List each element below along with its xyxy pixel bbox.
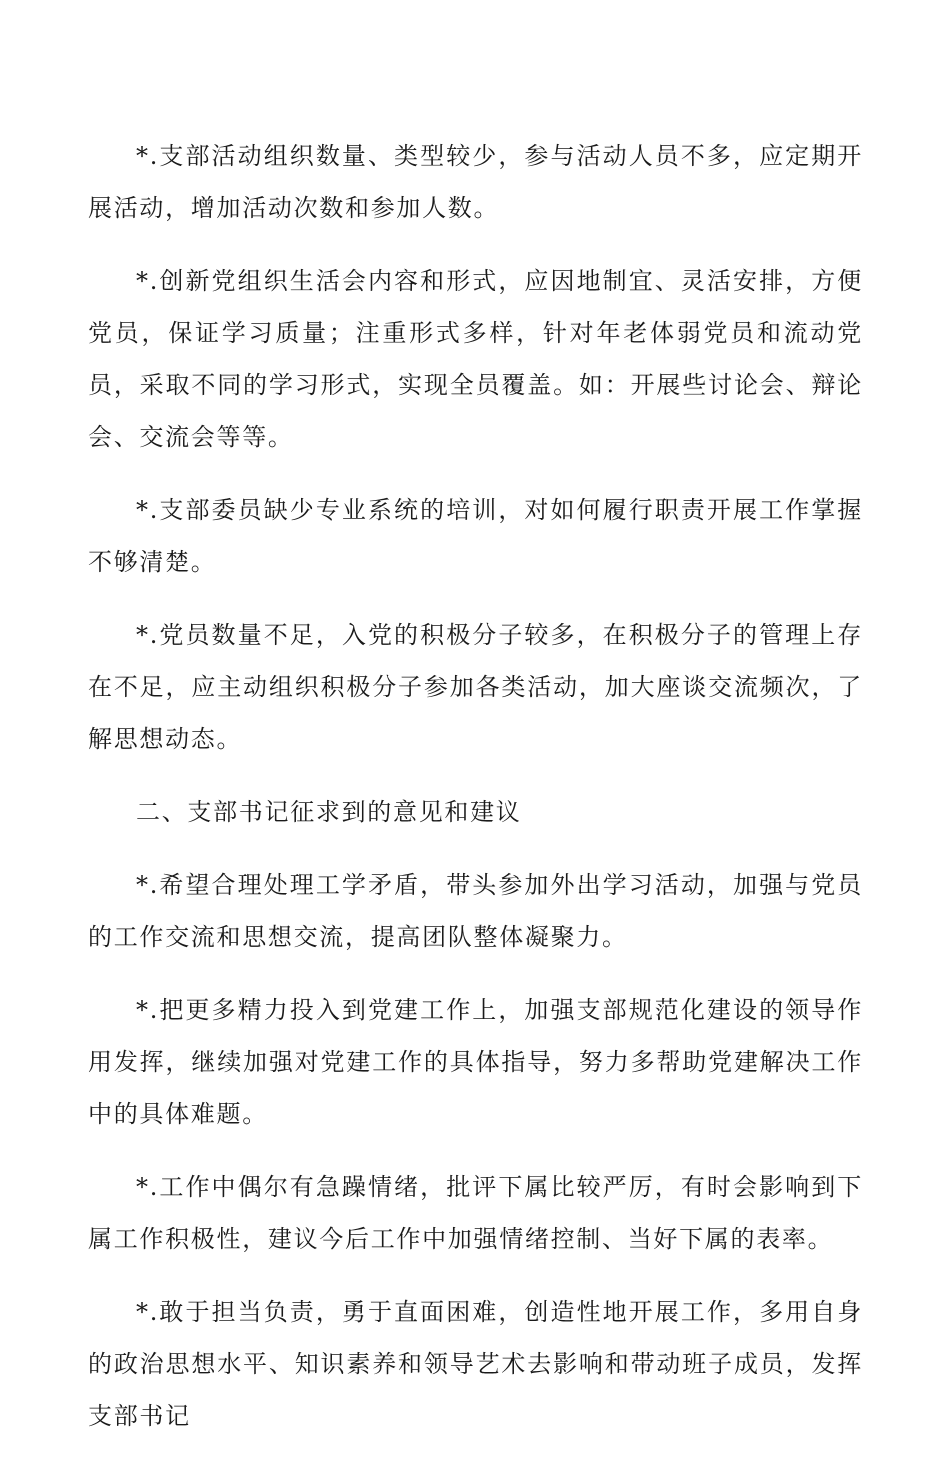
paragraph-take-responsibility: *.敢于担当负责，勇于直面困难，创造性地开展工作，多用自身的政治思想水平、知识素养和领导艺术去影响和带动班子成员，发挥支部书记 [88, 1298, 863, 1430]
paragraph-work-study-balance: *.希望合理处理工学矛盾，带头参加外出学习活动，加强与党员的工作交流和思想交流，提高团队整体凝聚力。 [88, 871, 863, 951]
document-body [88, 130, 863, 1463]
paragraph-committee-training: *.支部委员缺少专业系统的培训，对如何履行职责开展工作掌握不够清楚。 [88, 496, 863, 576]
paragraph-activity-count: *.支部活动组织数量、类型较少，参与活动人员不多，应定期开展活动，增加活动次数和参加人数。 [88, 142, 863, 222]
paragraph-emotion-control: *.工作中偶尔有急躁情绪，批评下属比较严厉，有时会影响到下属工作积极性，建议今后工作中加强情绪控制、当好下属的表率。 [88, 1173, 863, 1253]
section-heading: 二、支部书记征求到的意见和建议 [136, 798, 522, 826]
paragraph-innovate-meetings: *.创新党组织生活会内容和形式，应因地制宜、灵活安排，方便党员，保证学习质量；注重形式多样，针对年老体弱党员和流动党员，采取不同的学习形式，实现全员覆盖。如：开展些讨论会、辩论会、交流会等等。 [88, 267, 863, 451]
paragraph-member-shortage: *.党员数量不足，入党的积极分子较多，在积极分子的管理上存在不足，应主动组织积极分子参加各类活动，加大座谈交流频次，了解思想动态。 [88, 621, 863, 753]
paragraph-party-building-focus: *.把更多精力投入到党建工作上，加强支部规范化建设的领导作用发挥，继续加强对党建工作的具体指导，努力多帮助党建解决工作中的具体难题。 [88, 996, 863, 1128]
